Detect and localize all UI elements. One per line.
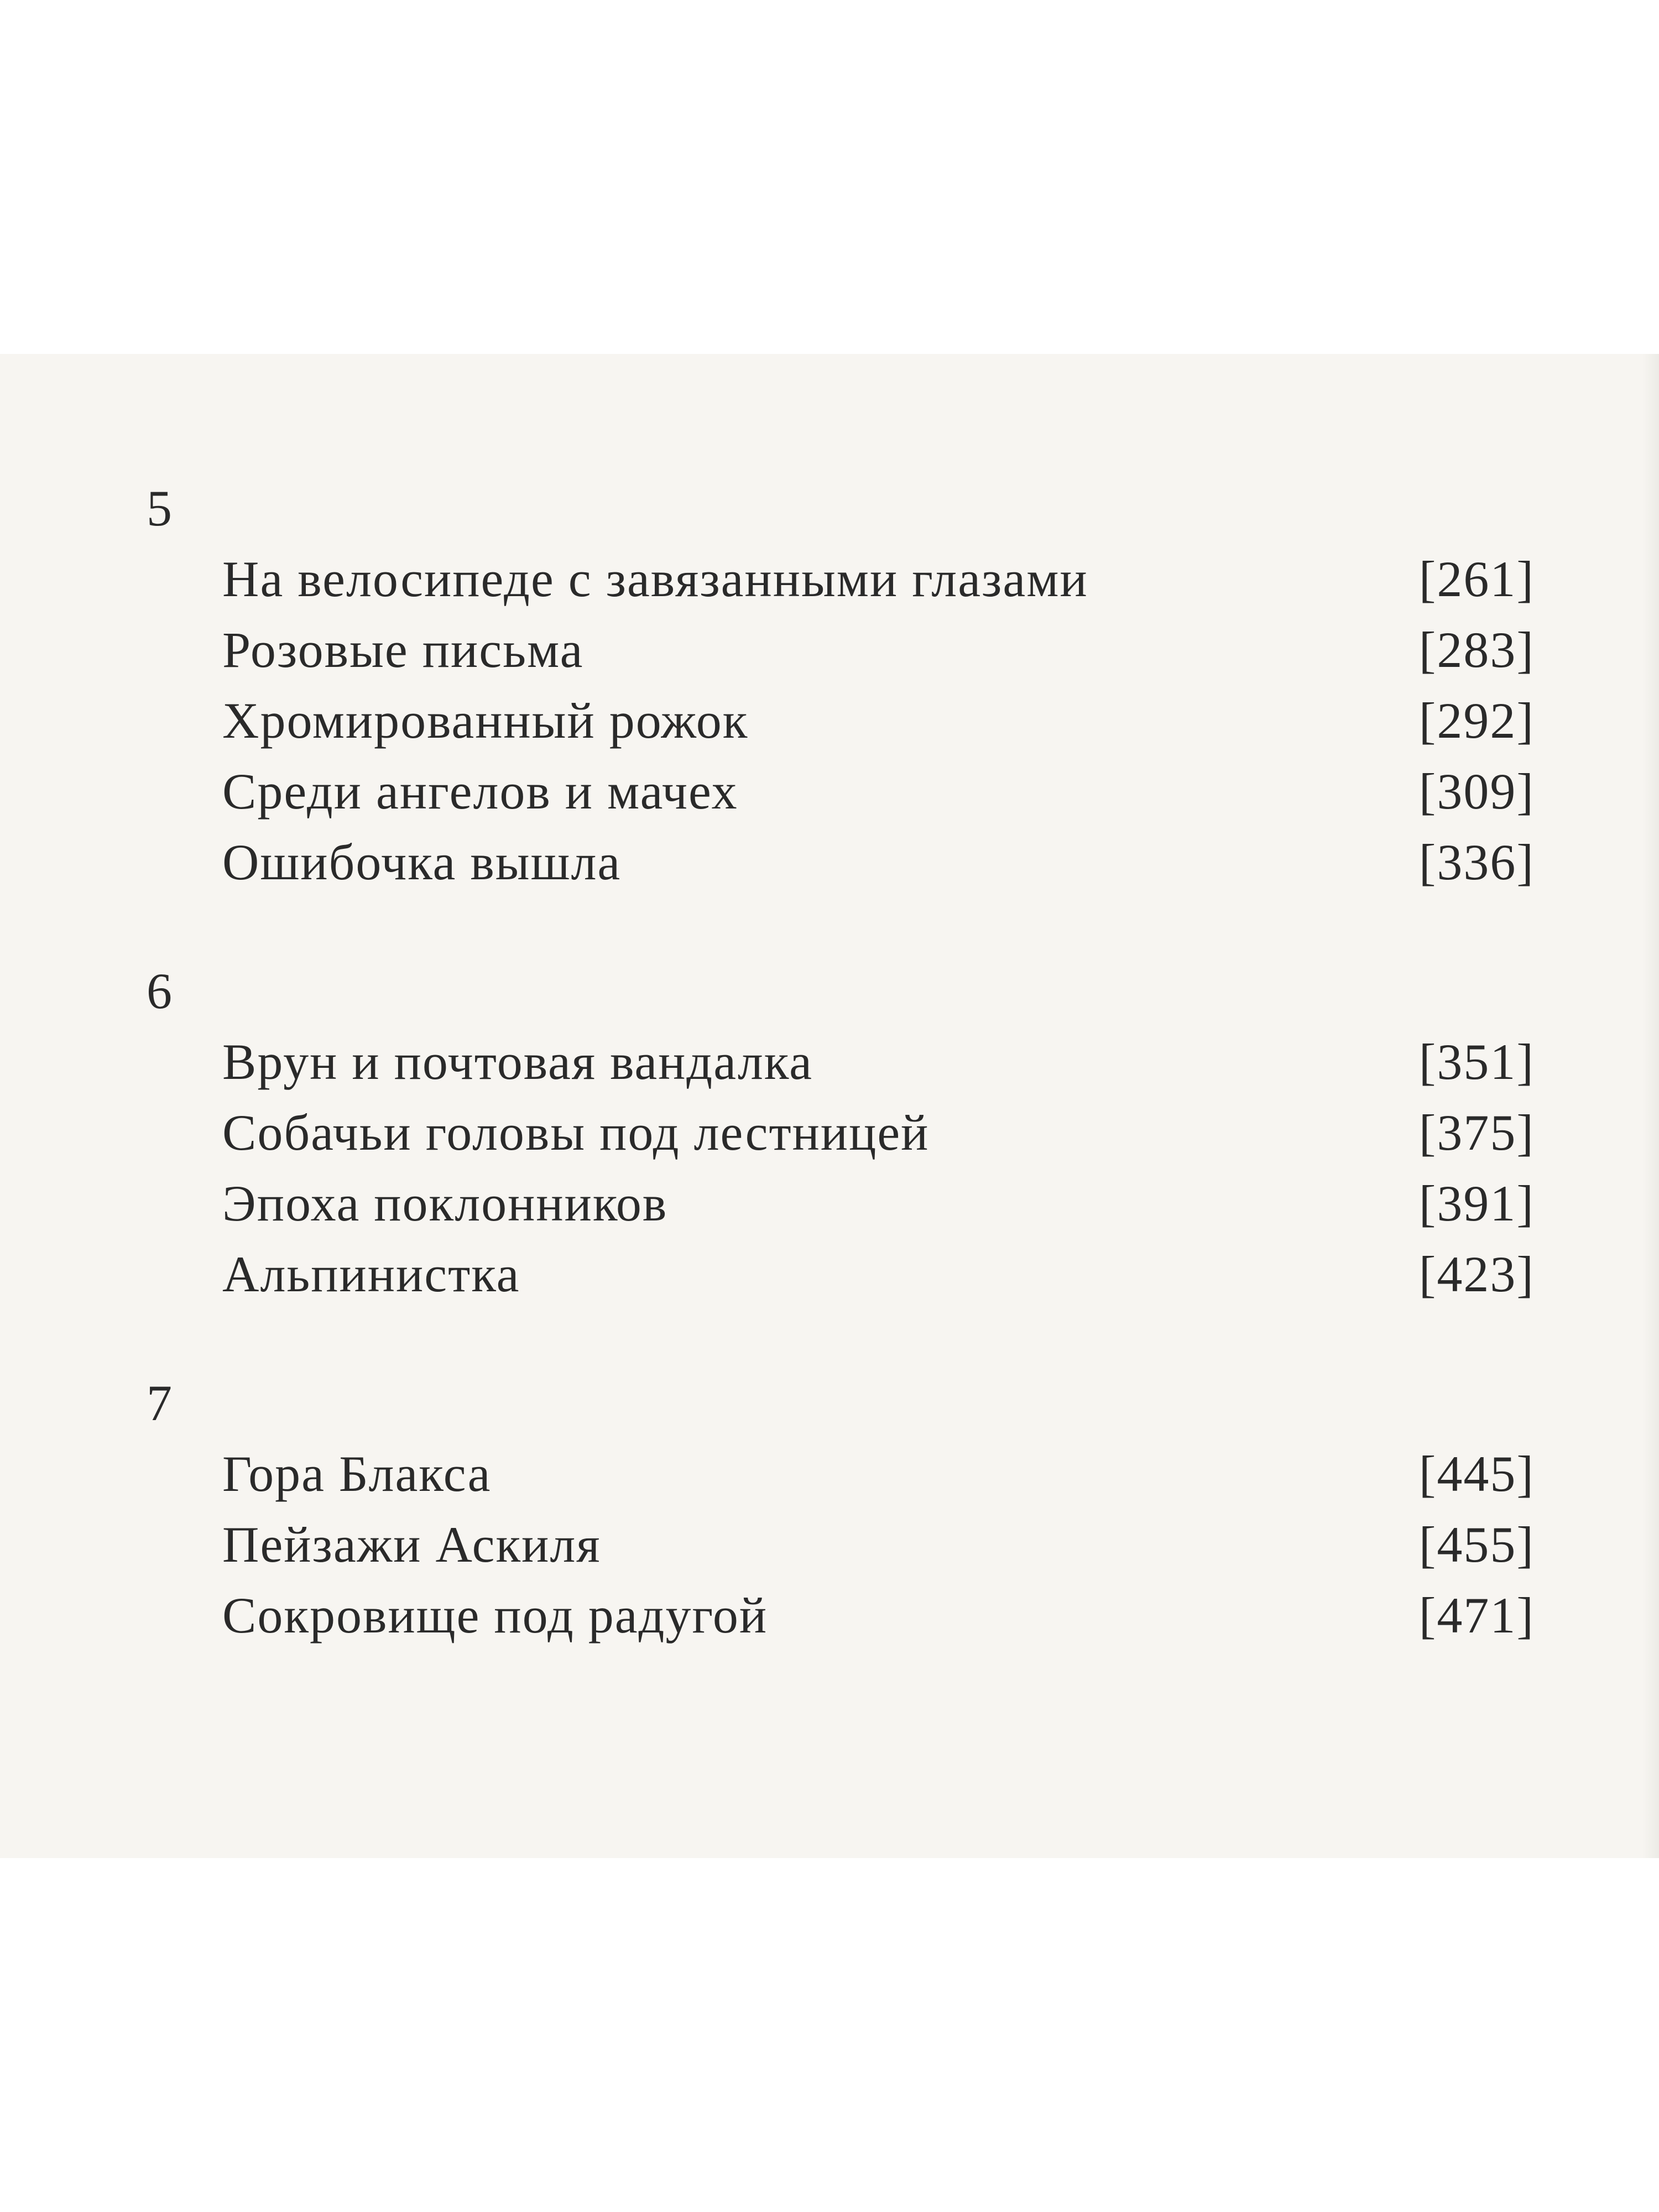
toc-entry-page: [445]: [1418, 1446, 1535, 1502]
toc-entry: [147, 1097, 1535, 1168]
toc-entry-page: [351]: [1418, 1034, 1535, 1090]
section-number: 5: [147, 480, 172, 536]
toc-entry-title: Собачьи головы под лестницей: [222, 1104, 930, 1161]
toc-entry: [147, 1509, 1535, 1580]
toc-entry: [147, 1026, 1535, 1097]
toc-entry-title: На велосипеде с завязанными глазами: [222, 551, 1088, 607]
toc-entry-page: [336]: [1418, 834, 1535, 890]
toc-entry-title: Ошибочка вышла: [222, 834, 622, 890]
toc-entry: [147, 614, 1535, 685]
toc-entry-title: Хромированный рожок: [222, 692, 749, 749]
toc-entry: [147, 756, 1535, 827]
toc-entry-title: Эпоха поклонников: [222, 1175, 668, 1232]
toc-entry-page: [391]: [1418, 1175, 1535, 1232]
toc-section-5: [147, 473, 1535, 898]
toc-entry-page: [455]: [1418, 1516, 1535, 1573]
toc-entry: [147, 1438, 1535, 1509]
toc-entry-title: Врун и почтовая вандалка: [222, 1034, 813, 1090]
toc-entry: [147, 1239, 1535, 1310]
toc-entry-page: [375]: [1418, 1104, 1535, 1161]
toc-entry-title: Розовые письма: [222, 622, 584, 678]
toc-entry-title: Альпинистка: [222, 1246, 520, 1302]
toc-entry-page: [261]: [1418, 551, 1535, 607]
page-edge: [1642, 354, 1659, 1858]
toc-entry-title: Сокровище под радугой: [222, 1587, 768, 1644]
toc-entry-page: [423]: [1418, 1246, 1535, 1302]
toc-entry: [147, 1168, 1535, 1239]
toc-entry-page: [292]: [1418, 692, 1535, 749]
toc-entry-title: Среди ангелов и мачех: [222, 763, 738, 820]
toc-entry-title: Гора Блакса: [222, 1446, 492, 1502]
table-of-contents: [147, 473, 1535, 1709]
toc-entry-title: Пейзажи Аскиля: [222, 1516, 601, 1573]
toc-section-6: [147, 956, 1535, 1310]
toc-entry: [147, 544, 1535, 614]
toc-entry-page: [283]: [1418, 622, 1535, 678]
toc-entry: [147, 1580, 1535, 1651]
section-number: 7: [147, 1375, 172, 1431]
section-number: 6: [147, 963, 172, 1019]
toc-section-7: [147, 1368, 1535, 1651]
toc-entry: [147, 827, 1535, 898]
toc-entry: [147, 685, 1535, 756]
toc-entry-page: [471]: [1418, 1587, 1535, 1644]
toc-entry-page: [309]: [1418, 763, 1535, 820]
